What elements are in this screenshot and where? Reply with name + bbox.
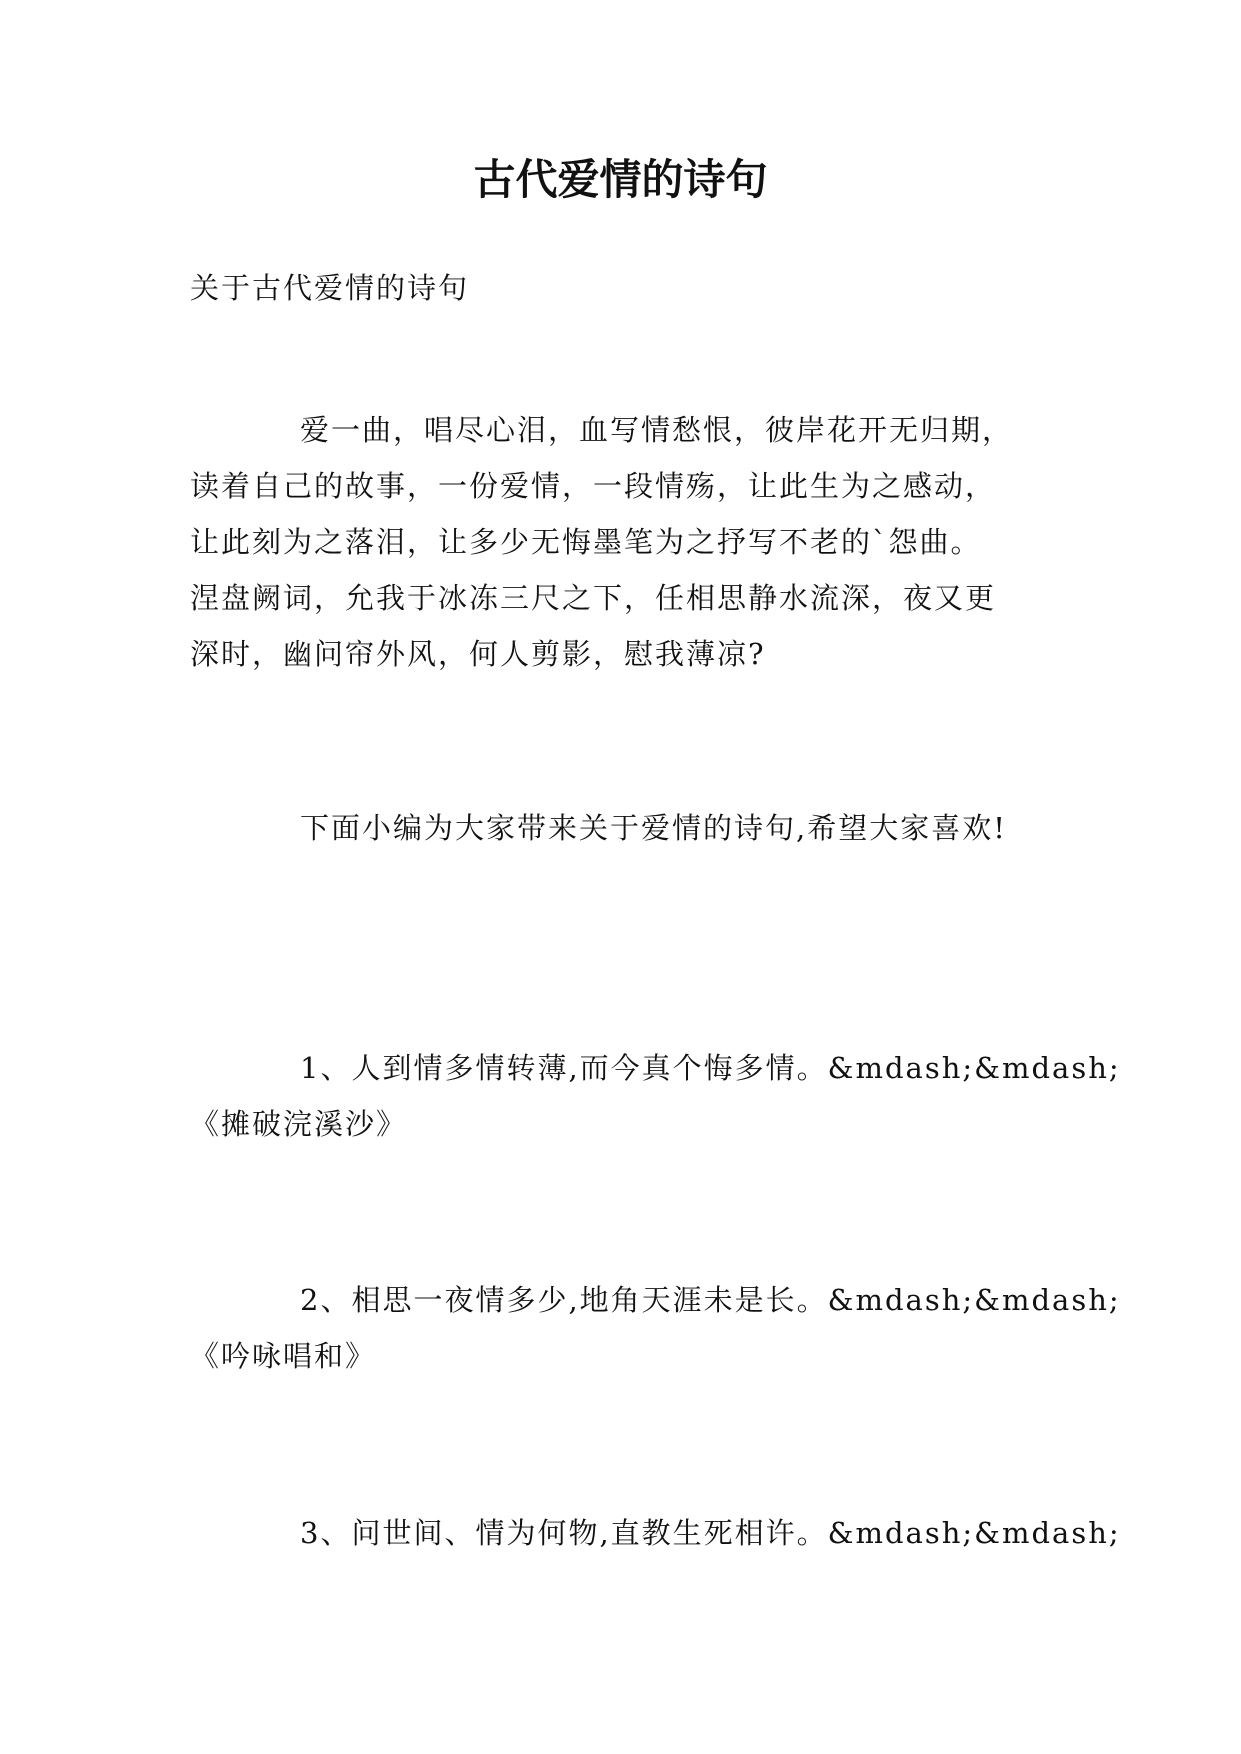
poem-line: 2、相思一夜情多少,地角天涯未是长。&mdash;&mdash; xyxy=(300,1283,1121,1317)
poem-line: 1、人到情多情转薄,而今真个悔多情。&mdash;&mdash; xyxy=(300,1051,1121,1085)
intro-line: 读着自己的故事，一份爱情，一段情殇，让此生为之感动， xyxy=(190,469,997,503)
intro-paragraph xyxy=(190,402,1070,682)
document-title: 古代爱情的诗句 xyxy=(473,155,768,204)
poem-item-3 xyxy=(190,1505,1121,1561)
poem-source: 《吟咏唱和》 xyxy=(190,1339,377,1373)
intro-line: 爱一曲，唱尽心泪，血写情愁恨，彼岸花开无归期， xyxy=(300,413,1014,447)
poem-item-1 xyxy=(190,1040,1121,1152)
lead-line: 下面小编为大家带来关于爱情的诗句,希望大家喜欢! xyxy=(300,811,1007,845)
lead-paragraph xyxy=(190,800,1070,856)
intro-line: 涅盘阙词，允我于冰冻三尺之下，任相思静水流深，夜又更 xyxy=(190,581,997,615)
poem-line: 3、问世间、情为何物,直教生死相许。&mdash;&mdash; xyxy=(300,1516,1121,1550)
intro-line: 深时，幽问帘外风，何人剪影，慰我薄凉? xyxy=(190,637,766,671)
intro-line: 让此刻为之落泪，让多少无悔墨笔为之抒写不老的`怨曲。 xyxy=(190,525,982,559)
poem-source: 《摊破浣溪沙》 xyxy=(190,1107,408,1141)
poem-item-2 xyxy=(190,1272,1121,1384)
document-subtitle: 关于古代爱情的诗句 xyxy=(190,271,470,305)
